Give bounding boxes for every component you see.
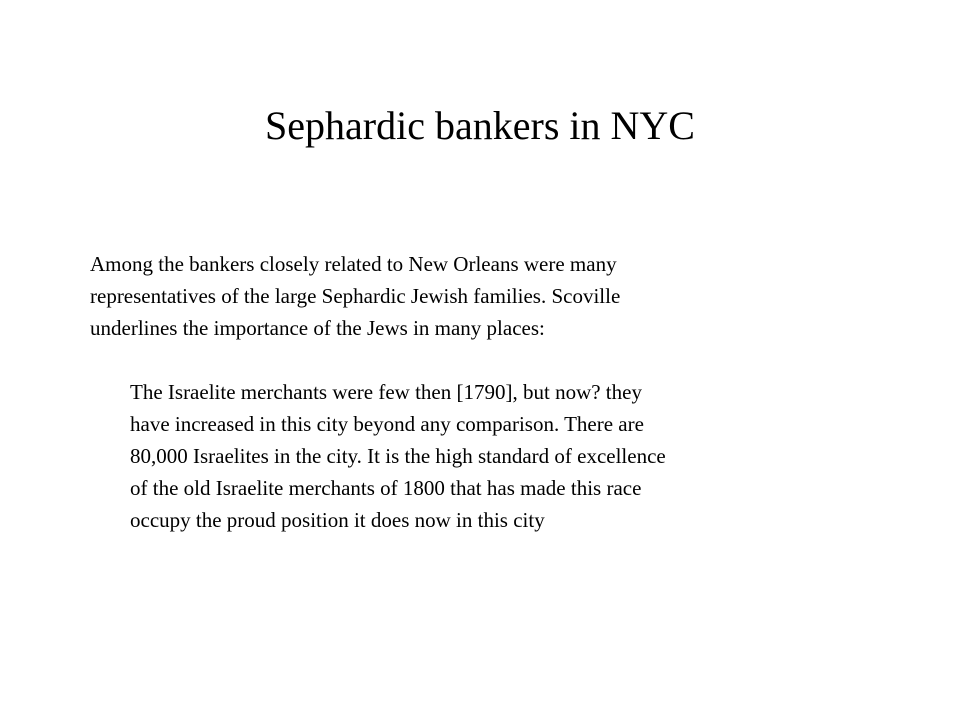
quote-line: have increased in this city beyond any comparison. There are [130,412,644,436]
intro-line: Among the bankers closely related to New Orleans were many [90,252,617,276]
intro-paragraph [90,248,910,344]
quote-line: The Israelite merchants were few then [1790], but now? they [130,380,642,404]
intro-line: representatives of the large Sephardic Jewish families. Scoville [90,284,621,308]
slide-title: Sephardic bankers in NYC [265,103,695,148]
quote-line: of the old Israelite merchants of 1800 that has made this race [130,476,642,500]
quote-line: 80,000 Israelites in the city. It is the high standard of excellence [130,444,666,468]
block-quote [130,376,930,536]
intro-line: underlines the importance of the Jews in many places: [90,316,545,340]
quote-line: occupy the proud position it does now in this city [130,508,545,532]
